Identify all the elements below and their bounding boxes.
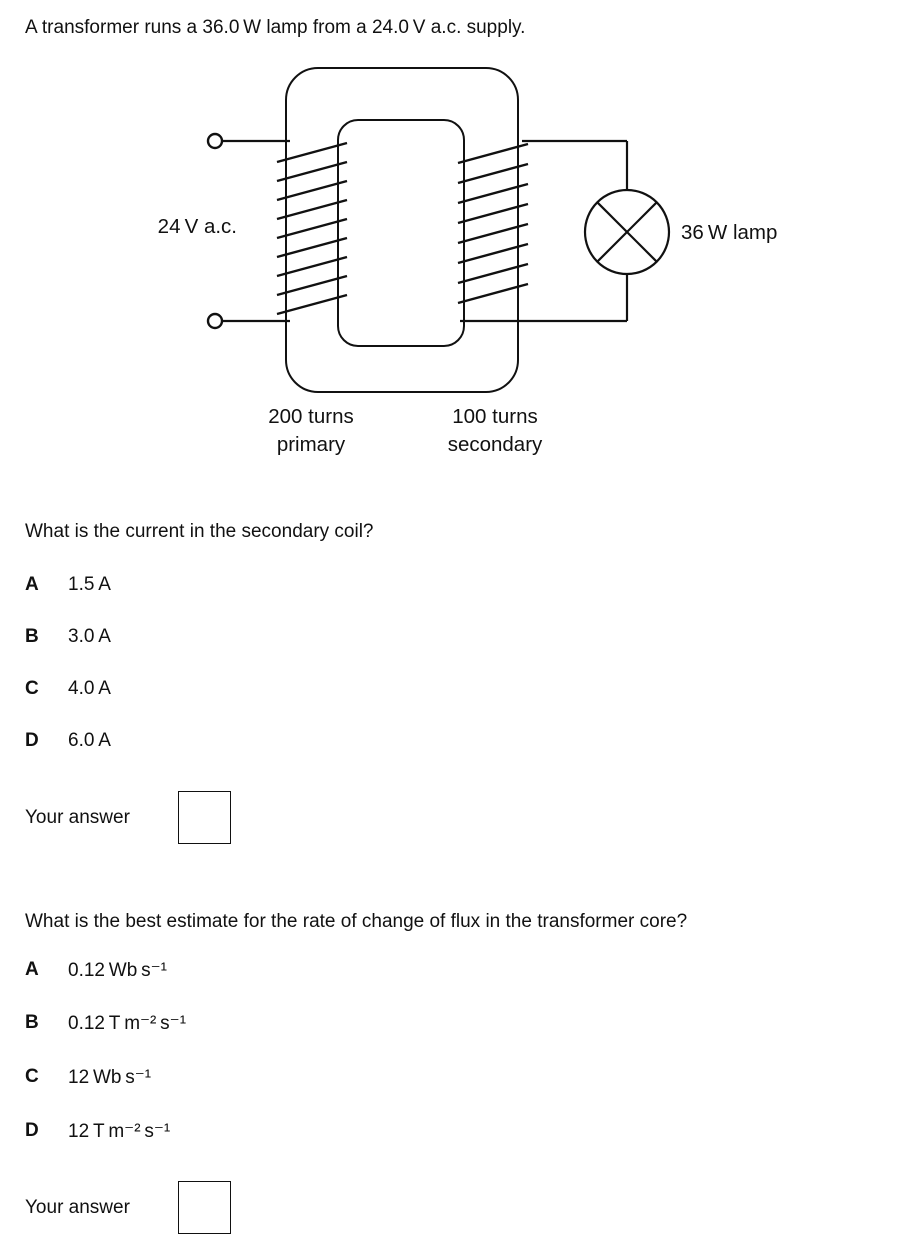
primary-winding <box>277 143 347 314</box>
lamp-label: 36 W lamp <box>681 221 778 244</box>
question-8-answer-box[interactable] <box>178 1181 231 1234</box>
lamp-icon <box>585 190 669 274</box>
question-7-option-b-value: 3.0 A <box>68 626 111 647</box>
secondary-turns-label: 100 turns <box>452 405 538 428</box>
question-7-answer-label: Your answer <box>25 807 130 828</box>
secondary-name-label: secondary <box>447 433 543 456</box>
supply-terminal-bottom-icon <box>208 314 222 328</box>
question-7-option-d-letter: D <box>25 730 39 751</box>
question-8-option-a-letter: A <box>25 959 39 980</box>
question-8-option-d-letter: D <box>25 1120 39 1141</box>
question-8-option-b-letter: B <box>25 1012 39 1033</box>
question-8-option-a-value: 0.12 Wb s⁻¹ <box>68 960 167 981</box>
question-7-answer-box[interactable] <box>178 791 231 844</box>
question-7-option-a-value: 1.5 A <box>68 574 111 595</box>
question-8-option-c-value: 12 Wb s⁻¹ <box>68 1067 152 1088</box>
transformer-core-inner <box>338 120 464 346</box>
supply-label: 24 V a.c. <box>157 215 237 238</box>
transformer-core-outer <box>286 68 518 392</box>
supply-terminal-top-icon <box>208 134 222 148</box>
question-7-text: What is the current in the secondary coil? <box>25 521 374 542</box>
question-7-option-d-value: 6.0 A <box>68 730 111 751</box>
question-7-option-c-letter: C <box>25 678 39 699</box>
question-8-answer-label: Your answer <box>25 1197 130 1218</box>
primary-name-label: primary <box>276 433 346 456</box>
transformer-diagram <box>0 0 910 470</box>
question-8-option-d-value: 12 T m⁻² s⁻¹ <box>68 1121 171 1142</box>
question-8-option-b-value: 0.12 T m⁻² s⁻¹ <box>68 1013 187 1034</box>
question-intro: A transformer runs a 36.0 W lamp from a 24.0 V a.c. supply. <box>25 17 526 38</box>
question-8-text: What is the best estimate for the rate of change of flux in the transformer core? <box>25 911 688 932</box>
question-7-option-a-letter: A <box>25 574 39 595</box>
question-7-option-b-letter: B <box>25 626 39 647</box>
question-7-option-c-value: 4.0 A <box>68 678 111 699</box>
primary-turns-label: 200 turns <box>268 405 354 428</box>
question-8-option-c-letter: C <box>25 1066 39 1087</box>
